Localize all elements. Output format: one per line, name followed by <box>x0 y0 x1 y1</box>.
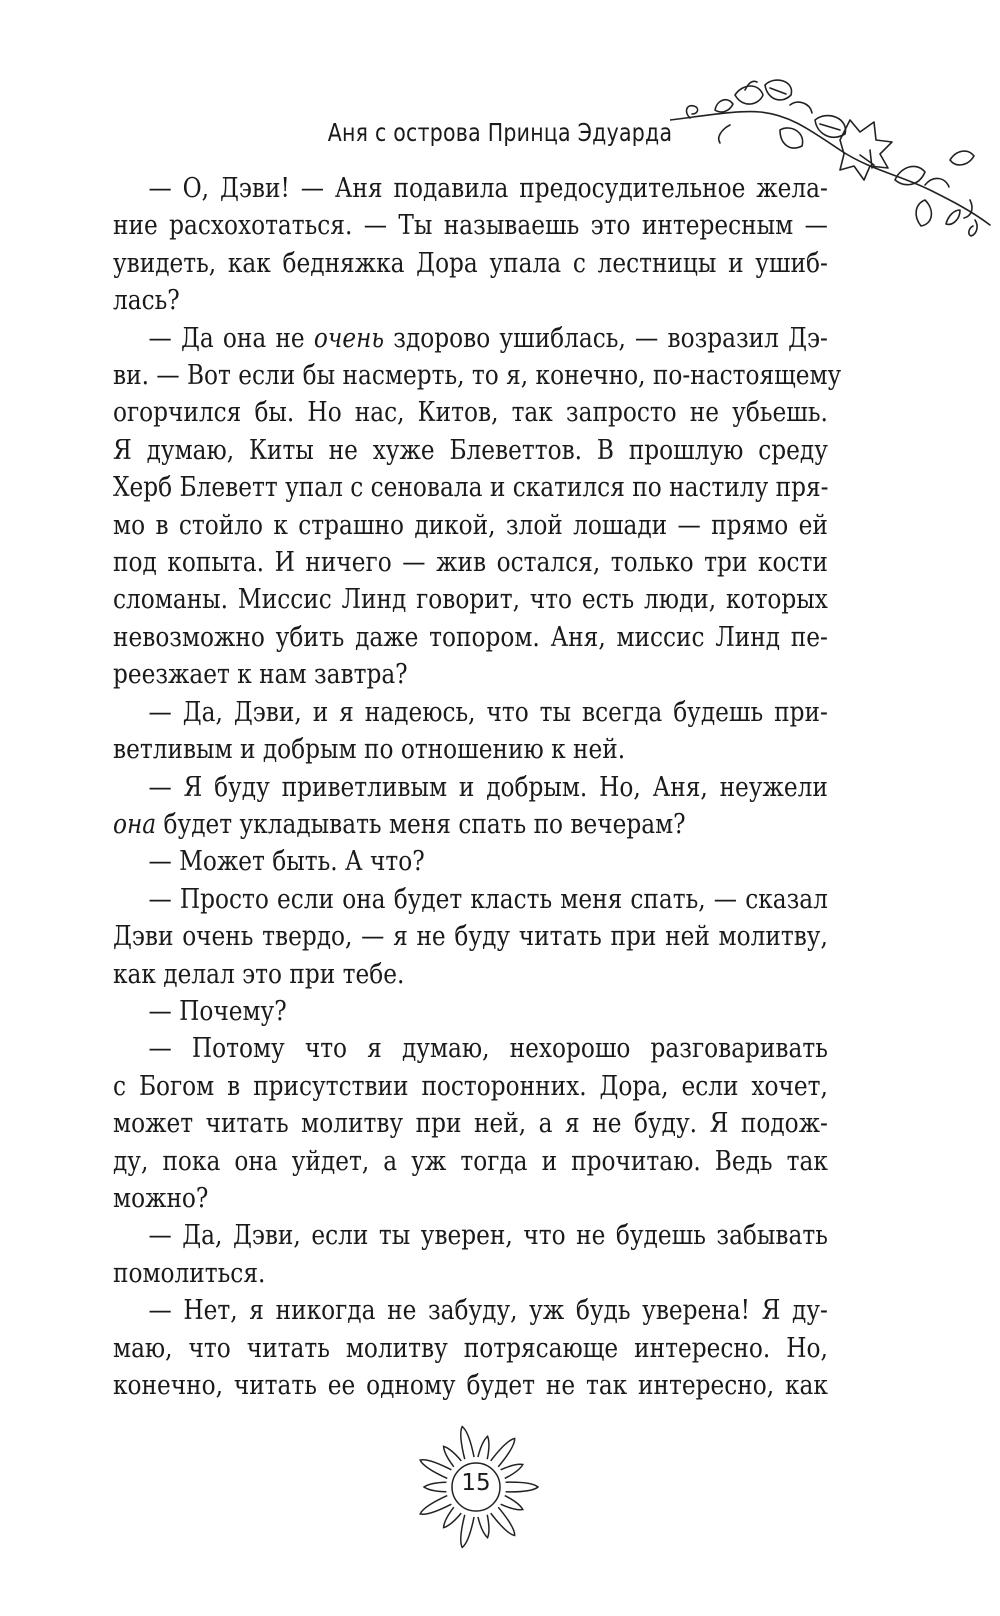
sun-petal <box>444 1446 462 1466</box>
sun-petal <box>501 1496 523 1510</box>
text-line: ду, пока она уйдет, а уж тогда и прочитаю. Ведь так <box>113 1144 828 1177</box>
text-line: — Почему? <box>148 994 287 1027</box>
sun-petal <box>491 1507 515 1535</box>
page-number: 15 <box>461 1470 491 1496</box>
sun-petal <box>461 1427 474 1460</box>
sun-petal <box>461 1515 474 1548</box>
text-line: реезжает к нам завтра? <box>113 658 408 691</box>
text-line: увидеть, как бедняжка Дора упала с лестницы и ушиб- <box>113 246 828 279</box>
text-line: Я думаю, Киты не хуже Блеветтов. В прошлую среду <box>113 433 828 466</box>
text-line: сломаны. Миссис Линд говорит, что есть люди, которых <box>113 583 828 616</box>
text-line: лась? <box>113 284 180 317</box>
text-line: — Нет, я никогда не забуду, уж будь уверена! Я ду- <box>148 1294 828 1327</box>
text-line: — Просто если она будет класть меня спать, — сказал <box>148 882 828 915</box>
text-line: ветливым и добрым по отношению к ней. <box>113 733 626 766</box>
running-header: Аня с острова Принца Эдуарда <box>327 118 673 147</box>
text-line: Дэви очень твердо, — я не буду читать при ней молитву, <box>113 920 828 953</box>
sun-petal <box>420 1496 451 1515</box>
text-line: мо в стойло к страшно дикой, злой лошади — прямо ей <box>113 508 828 541</box>
text-line: как делал это при тебе. <box>113 957 405 990</box>
text-line: — Да, Дэви, и я надеюсь, что ты всегда будешь при- <box>148 695 828 728</box>
text-line: может читать молитву при ней, а я не буду. Я подож- <box>113 1107 828 1140</box>
text-line: под копыта. И ничего — жив остался, только три кости <box>113 546 828 579</box>
text-line: — Может быть. А что? <box>148 845 425 878</box>
text-line: Херб Блеветт упал с сеновала и скатился по настилу пря- <box>113 471 829 504</box>
text-line: огорчился бы. Но нас, Китов, так запросто не убьешь. <box>113 396 828 429</box>
text-line: ние расхохотаться. — Ты называешь это интересным — <box>113 209 828 242</box>
text-line: — Да, Дэви, если ты уверен, что не будешь забывать <box>148 1219 828 1252</box>
text-line: ви. — Вот если бы насмерть, то я, конечно, по-настоящему <box>113 359 842 392</box>
text-line: она будет укладывать меня спать по вечерам? <box>113 807 686 840</box>
text-line: невозможно убить даже топором. Аня, миссис Линд пе- <box>113 620 828 653</box>
text-line: конечно, читать ее одному будет не так интересно, как <box>113 1369 828 1401</box>
text-line: можно? <box>113 1181 209 1214</box>
text-line: маю, что читать молитву потрясающе интересно. Но, <box>113 1331 828 1364</box>
text-line: — Да она не очень здорово ушиблась, — возразил Дэ- <box>148 321 828 354</box>
sun-petal <box>478 1436 489 1459</box>
text-line: с Богом в присутствии посторонних. Дора, если хочет, <box>113 1069 828 1102</box>
text-line: помолиться. <box>113 1256 266 1289</box>
text-line: — Потому что я думаю, нехорошо разговаривать <box>148 1032 828 1065</box>
body-text <box>113 170 842 1404</box>
sun-petal <box>491 1439 515 1467</box>
text-line: — Я буду приветливым и добрым. Но, Аня, неужели <box>148 770 828 803</box>
text-line: — О, Дэви! — Аня подавила предосудительное жела- <box>148 172 828 204</box>
sun-petal <box>444 1507 462 1527</box>
sun-petal <box>478 1515 489 1538</box>
